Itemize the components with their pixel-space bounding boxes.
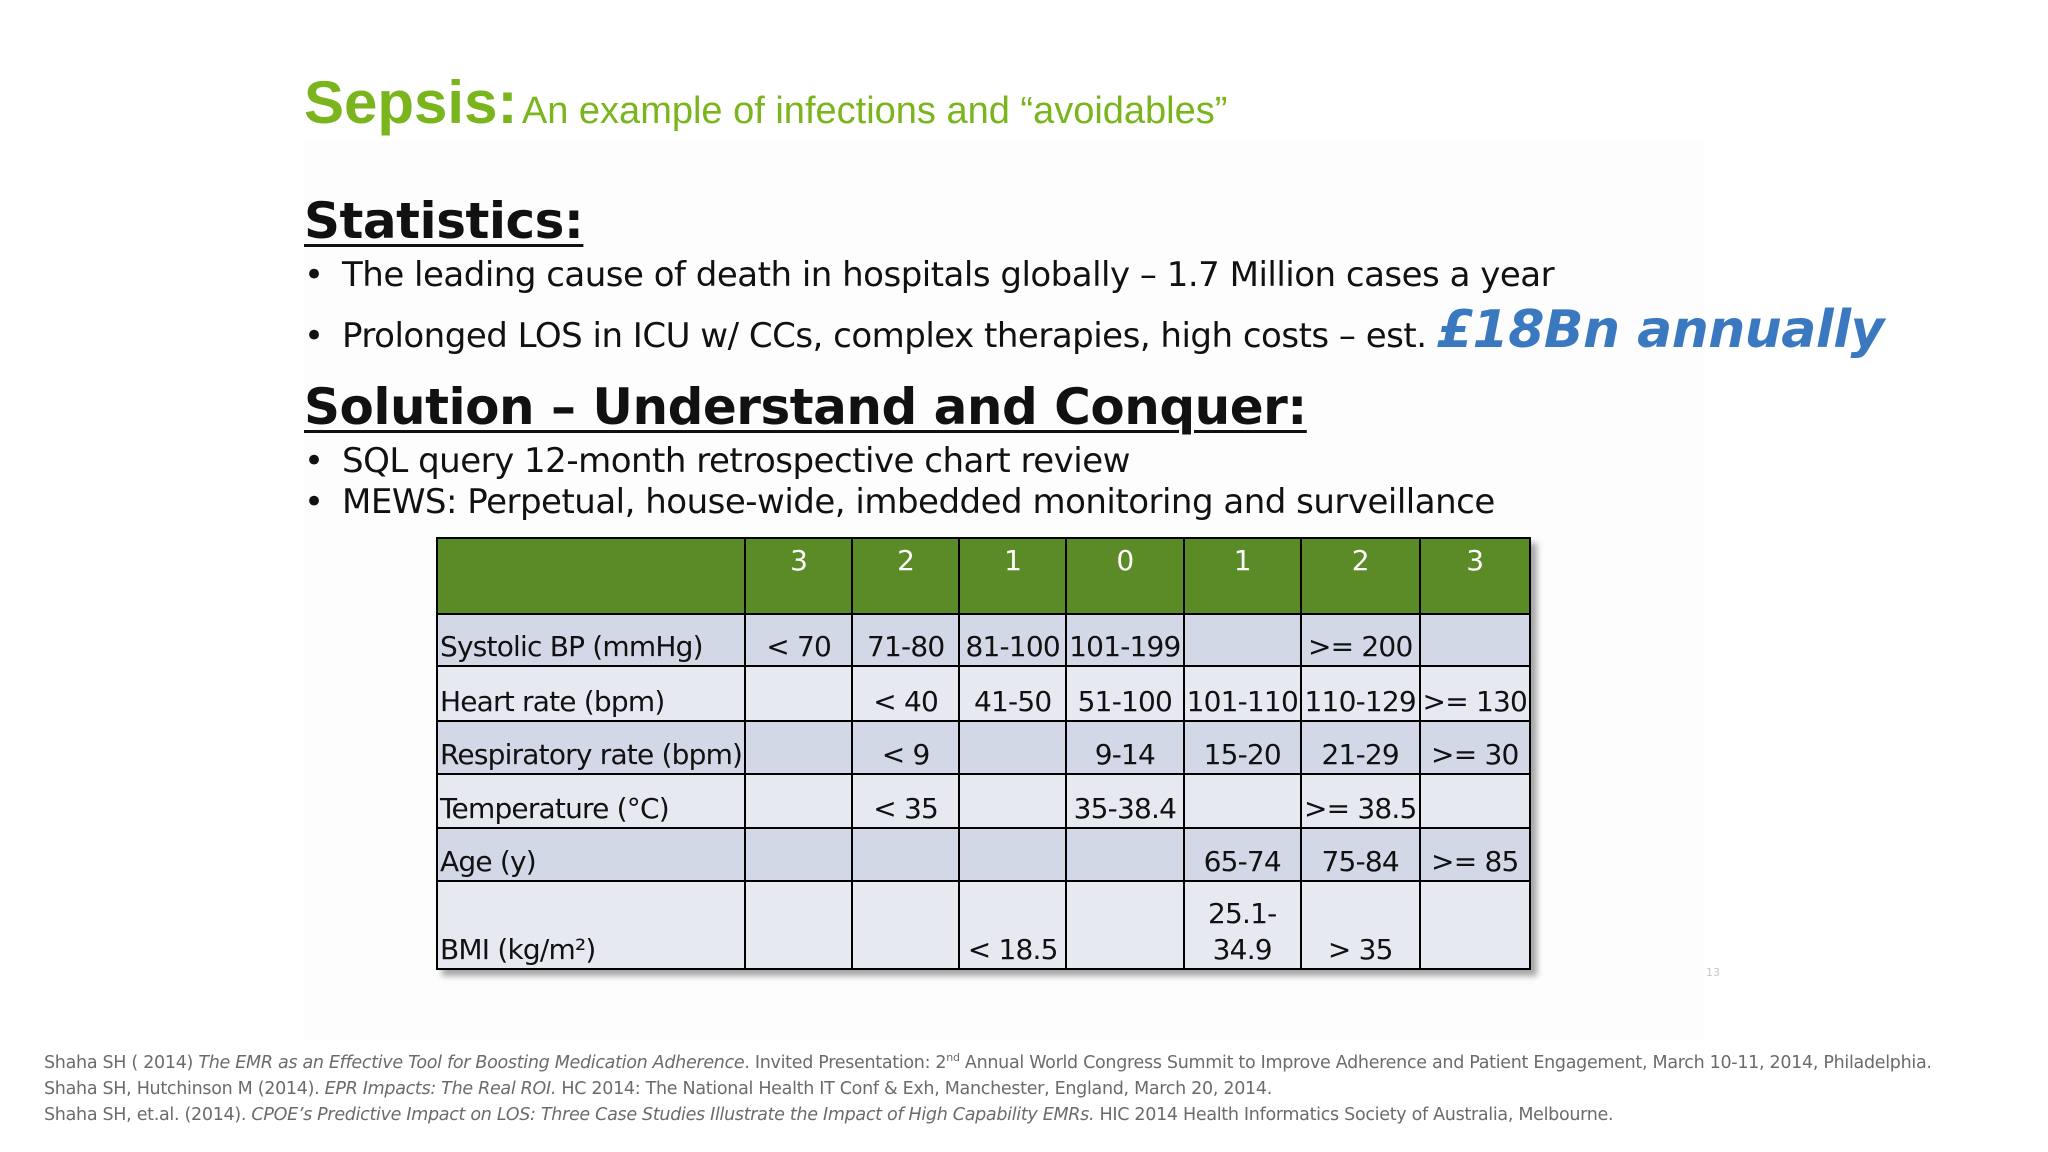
score-header-cell: 3 [1420, 538, 1530, 614]
parameter-label-cell: Respiratory rate (bpm) [437, 721, 745, 774]
parameter-label-cell: BMI (kg/m²) [437, 881, 745, 969]
range-cell: 75-84 [1301, 828, 1420, 881]
range-cell: 110-129 [1301, 666, 1420, 721]
score-header-cell: 0 [1066, 538, 1183, 614]
reference-1-title: The EMR as an Effective Tool for Boosting Medication Adherence [198, 1053, 745, 1073]
slide-title-main: Sepsis: [304, 69, 518, 136]
range-cell: 9-14 [1066, 721, 1183, 774]
range-cell: >= 200 [1301, 614, 1420, 666]
table-row-heart-rate [437, 666, 1530, 721]
range-cell [745, 828, 852, 881]
statistics-heading: Statistics: [304, 192, 584, 250]
range-cell: < 40 [852, 666, 959, 721]
range-cell: 21-29 [1301, 721, 1420, 774]
statistics-bullet-1-text: The leading cause of death in hospitals globally – 1.7 Million cases a year [342, 255, 1555, 295]
reference-2-venue: HC 2014: The National Health IT Conf & Exh, Manchester, England, March 20, 2014. [556, 1079, 1272, 1099]
score-header-cell: 2 [1301, 538, 1420, 614]
range-cell: 101-199 [1066, 614, 1183, 666]
range-cell: 35-38.4 [1066, 774, 1183, 828]
range-cell [1184, 774, 1301, 828]
score-header-cell: 2 [852, 538, 959, 614]
range-cell: 41-50 [959, 666, 1066, 721]
parameter-label-cell: Age (y) [437, 828, 745, 881]
score-header-cell: 1 [959, 538, 1066, 614]
table-row-systolic-bp [437, 614, 1530, 666]
solution-bullet-2-text: MEWS: Perpetual, house-wide, imbedded monitoring and surveillance [342, 482, 1495, 522]
parameter-label-cell: Temperature (°C) [437, 774, 745, 828]
range-cell: > 35 [1301, 881, 1420, 969]
range-cell [745, 666, 852, 721]
range-cell: 51-100 [1066, 666, 1183, 721]
range-cell: >= 38.5 [1301, 774, 1420, 828]
range-cell [1184, 614, 1301, 666]
reference-3-venue: HIC 2014 Health Informatics Society of Australia, Melbourne. [1094, 1105, 1614, 1125]
bullet-dot: • [304, 441, 324, 481]
reference-2-authors: Shaha SH, Hutchinson M (2014). [44, 1079, 325, 1099]
range-cell: 25.1- 34.9 [1184, 881, 1301, 969]
statistics-bullet-2 [304, 300, 1884, 360]
reference-3 [44, 1102, 2034, 1128]
solution-bullet-1-text: SQL query 12-month retrospective chart review [342, 441, 1130, 481]
range-cell [959, 828, 1066, 881]
header-blank-cell [437, 538, 745, 614]
parameter-label-cell: Systolic BP (mmHg) [437, 614, 745, 666]
range-cell: 81-100 [959, 614, 1066, 666]
bullet-dot: • [304, 255, 324, 295]
reference-1-superscript: nd [946, 1051, 960, 1065]
reference-2 [44, 1076, 2034, 1102]
bullet-dot: • [304, 482, 324, 522]
range-cell [959, 721, 1066, 774]
range-cell [1420, 881, 1530, 969]
range-cell: >= 130 [1420, 666, 1530, 721]
references [44, 1050, 2034, 1128]
statistics-bullet-1 [304, 255, 1554, 295]
solution-bullet-2 [304, 482, 1495, 522]
range-cell [745, 881, 852, 969]
range-cell: 71-80 [852, 614, 959, 666]
cost-highlight: £18Bn annually [1436, 300, 1884, 360]
range-cell [959, 774, 1066, 828]
table-row-respiratory-rate [437, 721, 1530, 774]
range-cell: 101-110 [1184, 666, 1301, 721]
reference-1 [44, 1050, 2034, 1076]
reference-2-title: EPR Impacts: The Real ROI. [324, 1079, 557, 1099]
reference-3-authors: Shaha SH, et.al. (2014). [44, 1105, 252, 1125]
range-cell: >= 30 [1420, 721, 1530, 774]
range-cell: >= 85 [1420, 828, 1530, 881]
range-cell: 15-20 [1184, 721, 1301, 774]
reference-3-title: CPOE’s Predictive Impact on LOS: Three Case Studies Illustrate the Impact of High Capability EMRs. [251, 1105, 1095, 1125]
range-cell: < 9 [852, 721, 959, 774]
reference-1-authors: Shaha SH ( 2014) [44, 1053, 199, 1073]
table-row-age [437, 828, 1530, 881]
range-cell: 65-74 [1184, 828, 1301, 881]
range-cell [852, 828, 959, 881]
range-cell [1066, 828, 1183, 881]
reference-1-text: . Invited Presentation: 2 [744, 1053, 947, 1073]
table-row-temperature [437, 774, 1530, 828]
range-cell [745, 721, 852, 774]
range-cell [1420, 614, 1530, 666]
statistics-bullet-2-text: Prolonged LOS in ICU w/ CCs, complex therapies, high costs – est. [342, 316, 1427, 356]
range-cell [852, 881, 959, 969]
solution-heading: Solution – Understand and Conquer: [304, 378, 1307, 436]
range-cell: < 18.5 [959, 881, 1066, 969]
solution-bullet-1 [304, 441, 1130, 481]
slide-title [304, 68, 1227, 137]
parameter-label-cell: Heart rate (bpm) [437, 666, 745, 721]
range-cell [745, 774, 852, 828]
bullet-dot: • [304, 316, 324, 356]
mews-score-table [436, 537, 1531, 970]
table-row-bmi [437, 881, 1530, 969]
range-cell [1066, 881, 1183, 969]
range-cell [1420, 774, 1530, 828]
score-header-cell: 1 [1184, 538, 1301, 614]
page-number: 13 [1706, 966, 1720, 979]
range-cell: < 35 [852, 774, 959, 828]
score-header-cell: 3 [745, 538, 852, 614]
table-header-row [437, 538, 1530, 614]
reference-1-venue: Annual World Congress Summit to Improve Adherence and Patient Engagement, March 10-11, 2014, Philadelphia. [959, 1053, 1932, 1073]
range-cell: < 70 [745, 614, 852, 666]
slide-title-sub: An example of infections and “avoidables” [521, 90, 1228, 132]
